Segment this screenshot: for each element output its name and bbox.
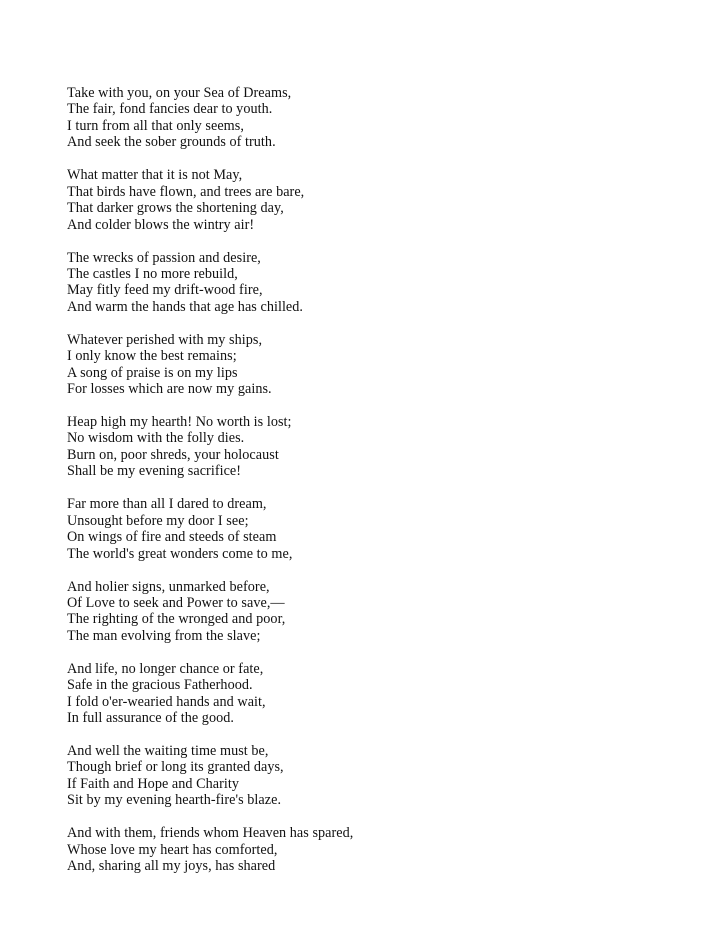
poem-line: Of Love to seek and Power to save,—	[67, 594, 285, 611]
poem-line: Far more than all I dared to dream,	[67, 496, 267, 513]
stanza-5	[67, 414, 687, 480]
poem-line: I turn from all that only seems,	[67, 117, 244, 134]
stanza-2	[67, 167, 687, 233]
stanza-8	[67, 661, 687, 727]
poem-line: The fair, fond fancies dear to youth.	[67, 101, 273, 118]
poem-line: If Faith and Hope and Charity	[67, 775, 240, 792]
poem-line: A song of praise is on my lips	[67, 364, 238, 381]
poem-line: Whose love my heart has comforted,	[67, 841, 278, 858]
poem-line: That darker grows the shortening day,	[67, 200, 284, 217]
poem-line: Shall be my evening sacrifice!	[67, 463, 242, 480]
poem-line: Burn on, poor shreds, your holocaust	[67, 446, 279, 463]
poem-line: No wisdom with the folly dies.	[67, 430, 245, 447]
poem-body	[67, 85, 687, 891]
poem-line: The world's great wonders come to me,	[67, 545, 293, 562]
poem-line: For losses which are now my gains.	[67, 381, 272, 398]
poem-line: Take with you, on your Sea of Dreams,	[67, 85, 292, 101]
poem-line: Whatever perished with my ships,	[67, 331, 263, 348]
poem-line: And life, no longer chance or fate,	[67, 660, 264, 677]
poem-line: Safe in the gracious Fatherhood.	[67, 677, 253, 694]
poem-line: What matter that it is not May,	[67, 167, 243, 184]
poem-line: And well the waiting time must be,	[67, 743, 269, 759]
poem-line: I only know the best remains;	[67, 348, 237, 365]
poem-line: And with them, friends whom Heaven has spared,	[67, 825, 354, 842]
stanza-10	[67, 825, 687, 874]
poem-line: And colder blows the wintry air!	[67, 216, 255, 233]
poem-line: May fitly feed my drift-wood fire,	[67, 282, 263, 299]
poem-line: The wrecks of passion and desire,	[67, 249, 261, 266]
poem-line: The man evolving from the slave;	[67, 627, 261, 644]
poem-line: And warm the hands that age has chilled.	[67, 298, 304, 315]
poem-line: And holier signs, unmarked before,	[67, 578, 270, 595]
poem-line: Though brief or long its granted days,	[67, 759, 284, 776]
poem-line: The castles I no more rebuild,	[67, 265, 238, 282]
poem-line: The righting of the wronged and poor,	[67, 611, 286, 628]
poem-line: And, sharing all my joys, has shared	[67, 858, 276, 875]
poem-line: In full assurance of the good.	[67, 710, 234, 727]
poem-line: That birds have flown, and trees are bare,	[67, 183, 305, 200]
stanza-1	[67, 85, 687, 151]
stanza-3	[67, 250, 687, 316]
poem-line: Sit by my evening hearth-fire's blaze.	[67, 792, 282, 809]
poem-line: Unsought before my door I see;	[67, 512, 249, 529]
stanza-6	[67, 496, 687, 562]
stanza-7	[67, 579, 687, 645]
stanza-9	[67, 743, 687, 809]
stanza-4	[67, 332, 687, 398]
poem-line: On wings of fire and steeds of steam	[67, 529, 277, 546]
poem-line: And seek the sober grounds of truth.	[67, 134, 276, 151]
poem-line: I fold o'er-wearied hands and wait,	[67, 693, 266, 710]
poem-line: Heap high my hearth! No worth is lost;	[67, 414, 292, 430]
